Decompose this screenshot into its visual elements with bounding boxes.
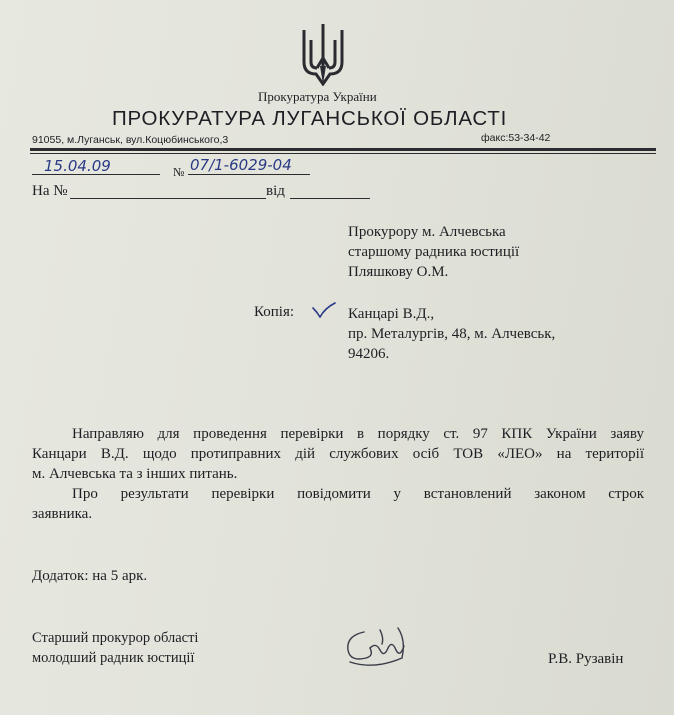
- signatory-name: Р.В. Рузавін: [548, 651, 624, 667]
- copy-recipient-block: [348, 304, 555, 364]
- copy-label: Копія:: [254, 304, 295, 320]
- number-underline: [188, 174, 310, 175]
- copy-recipient-line: пр. Металургів, 48, м. Алчевськ,: [348, 326, 556, 342]
- reference-date-label: від: [266, 183, 285, 199]
- outgoing-number: 07/1-6029-04: [190, 156, 292, 174]
- body-paragraph-2: [32, 484, 644, 524]
- reference-number-label: На №: [32, 183, 68, 199]
- body-line: заявника.: [32, 506, 93, 522]
- body-line: Канцари В.Д. щодо протиправних дій службових осіб ТОВ «ЛЕО» на території: [32, 446, 644, 462]
- reference-number-line: [70, 198, 266, 199]
- office-fax: факс:53-34-42: [481, 132, 551, 144]
- attachment-note: Додаток: на 5 арк.: [32, 568, 148, 584]
- header-rule-thin: [30, 153, 656, 154]
- office-address: 91055, м.Луганськ, вул.Коцюбинського,3: [32, 134, 229, 146]
- trident-emblem-icon: [300, 22, 346, 86]
- header-rule-thick: [30, 148, 656, 151]
- addressee-line: старшому радника юстиції: [348, 244, 520, 260]
- ministry-name: Прокуратура України: [258, 89, 377, 104]
- checkmark-icon: [312, 302, 336, 318]
- addressee-block: [348, 222, 519, 282]
- body-line: Направляю для проведення перевірки в порядку ст. 97 КПК України заяву: [72, 426, 644, 442]
- addressee-line: Прокурору м. Алчевська: [348, 224, 506, 240]
- date-underline: [32, 174, 160, 175]
- body-line: Про результати перевірки повідомити у встановлений законом строк: [72, 486, 644, 502]
- handwritten-signature-icon: [340, 618, 420, 674]
- reference-date-line: [290, 198, 370, 199]
- number-symbol: №: [173, 165, 185, 179]
- signatory-title-line: молодший радник юстиції: [32, 650, 195, 666]
- signatory-title-line: Старший прокурор області: [32, 630, 199, 646]
- signatory-title-block: [32, 628, 198, 668]
- body-line: м. Алчевська та з інших питань.: [32, 466, 238, 482]
- office-title: ПРОКУРАТУРА ЛУГАНСЬКОЇ ОБЛАСТІ: [112, 107, 508, 130]
- addressee-line: Пляшкову О.М.: [348, 264, 449, 280]
- outgoing-date: 15.04.09: [44, 157, 111, 175]
- copy-recipient-line: Канцарі В.Д.,: [348, 306, 435, 322]
- copy-recipient-line: 94206.: [348, 346, 390, 362]
- body-paragraph-1: [32, 424, 644, 484]
